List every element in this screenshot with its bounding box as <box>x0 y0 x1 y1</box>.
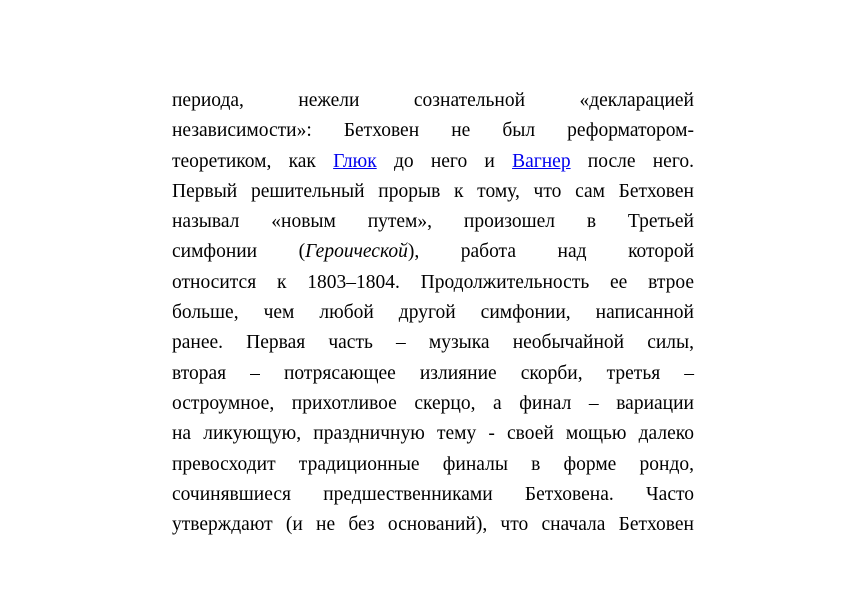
italic-text: Героической <box>305 241 408 263</box>
text-segment: утверждают (и не без оснований), что сначала Бетховен <box>172 514 694 536</box>
link-wagner[interactable]: Вагнер <box>512 150 571 172</box>
text-segment: до него и <box>376 150 513 172</box>
text-segment: больше, чем любой другой симфонии, написанной <box>172 302 694 324</box>
text-segment: теоретиком, как <box>172 150 334 172</box>
text-line <box>172 268 694 298</box>
text-line <box>172 237 694 267</box>
text-segment: превосходит традиционные финалы в форме рондо, <box>172 453 694 475</box>
text-line <box>172 207 694 237</box>
link-gluck[interactable]: Глюк <box>333 150 377 172</box>
text-line <box>172 177 694 207</box>
text-segment: сочинявшиеся предшественниками Бетховена. Часто <box>172 483 694 505</box>
text-line <box>172 450 694 480</box>
text-segment: симфонии ( <box>172 241 306 263</box>
text-segment: относится к 1803–1804. Продолжительность ее втрое <box>172 271 694 293</box>
body-text <box>172 86 694 540</box>
text-segment: после него. <box>570 150 694 172</box>
text-line <box>172 298 694 328</box>
text-segment: независимости»: Бетховен не был реформатором- <box>172 120 694 142</box>
text-line <box>172 147 694 177</box>
text-segment: ), работа над которой <box>407 241 694 263</box>
text-line <box>172 480 694 510</box>
text-segment: остроумное, прихотливое скерцо, а финал – вариации <box>172 392 694 414</box>
text-segment: ранее. Первая часть – музыка необычайной силы, <box>172 332 694 354</box>
text-line <box>172 86 694 116</box>
text-line <box>172 359 694 389</box>
text-segment: периода, нежели сознательной «декларацией <box>172 90 694 111</box>
text-segment: Первый решительный прорыв к тому, что сам Бетховен <box>172 180 694 202</box>
text-line <box>172 116 694 146</box>
text-line <box>172 389 694 419</box>
text-segment: называл «новым путем», произошел в Третьей <box>172 211 694 233</box>
text-line <box>172 328 694 358</box>
text-segment: вторая – потрясающее излияние скорби, третья – <box>172 362 694 384</box>
text-segment: на ликующую, праздничную тему - своей мощью далеко <box>172 423 694 445</box>
text-line <box>172 510 694 540</box>
text-line <box>172 419 694 449</box>
